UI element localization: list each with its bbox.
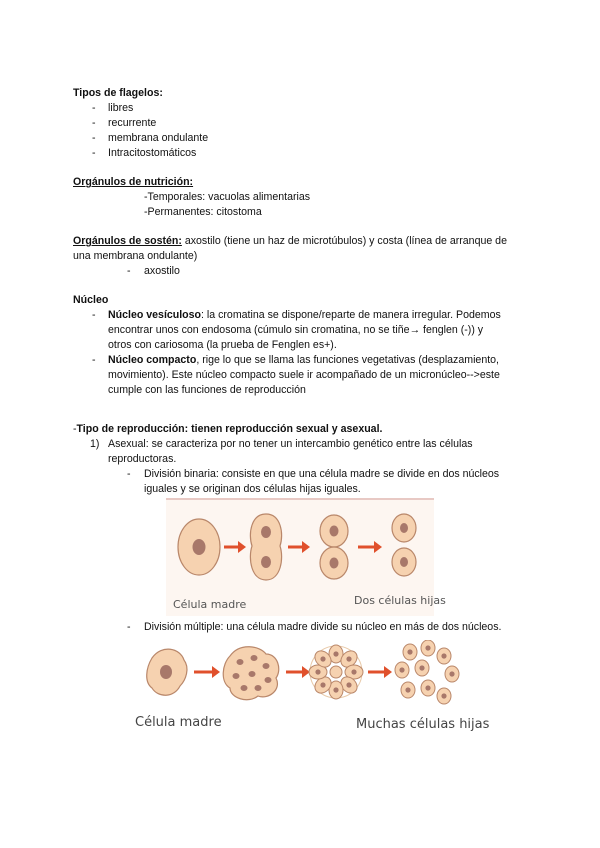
list-item: membrana ondulante (108, 132, 209, 144)
nucleus (249, 671, 256, 677)
list-item: recurrente (108, 117, 157, 129)
nucleo-item-vesiculoso (108, 308, 528, 353)
nucleus (193, 539, 206, 555)
nucleus (160, 665, 172, 679)
sosten-item: axostilo (144, 265, 180, 277)
nucleo-text: : la cromatina se dispone/reparte de manera irregular. Podemos (201, 309, 501, 321)
nucleus (400, 523, 408, 533)
nucleus (330, 526, 339, 537)
nucleus (400, 557, 408, 567)
flagelos-heading: Tipos de flagelos: (73, 87, 163, 99)
nutricion-line: -Temporales: vacuolas alimentarias (144, 191, 311, 203)
nucleus (233, 673, 240, 679)
nucleus (251, 655, 258, 661)
sosten-heading: Orgánulos de sostén: (73, 235, 182, 247)
rosette-cell (309, 645, 363, 699)
figure-label-left: Célula madre (135, 715, 222, 730)
list-item: Intracitostomáticos (108, 147, 197, 159)
nucleo-term: Núcleo vesículoso (108, 309, 202, 321)
nucleus (263, 663, 270, 669)
nutricion-heading: Orgánulos de nutrición: (73, 176, 194, 188)
nucleus (261, 526, 271, 538)
asexual-line1: Asexual: se caracteriza por no tener un intercambio genético entre las células (108, 438, 473, 450)
list-dash: - (92, 102, 96, 114)
multiple-line: División múltiple: una célula madre divide su núcleo en más de dos núcleos. (144, 621, 502, 633)
nucleus (241, 685, 248, 691)
binaria-line2: iguales y se originan dos células hijas iguales. (144, 483, 361, 495)
nucleo-text: cumple con las funciones de reproducción (108, 384, 306, 396)
nucleo-heading: Núcleo (73, 294, 109, 306)
dividing-cell (250, 514, 281, 580)
heading-prefix: - (73, 423, 77, 435)
nucleo-text: encontrar unos con endosoma (cúmulo sin cromatina, no se tiñe→ fenglen (-)) y (108, 324, 484, 336)
nucleo-text: movimiento). Este núcleo compacto suele ir acompañado de un micronúcleo-->este (108, 369, 500, 381)
daughter-cells (395, 640, 459, 704)
sosten-text: axostilo (tiene un haz de microtúbulos) y costa (línea de arranque de (181, 235, 507, 247)
list-dash: - (92, 117, 96, 129)
figure-label-right: Dos células hijas (354, 594, 446, 607)
sosten-text-line2: una membrana ondulante) (73, 250, 198, 262)
list-dash: - (92, 354, 96, 366)
nucleus (261, 556, 271, 568)
sosten-paragraph (73, 234, 528, 249)
nucleus (265, 677, 272, 683)
reproduccion-heading-text: Tipo de reproducción: tienen reproducción sexual y asexual. (76, 423, 383, 435)
figure-label-right: Muchas células hijas (356, 717, 490, 732)
list-dash: - (92, 309, 96, 321)
nucleo-text: otros con cariosoma (la prueba de Fenglen es+). (108, 339, 337, 351)
nucleo-item-compacto (108, 353, 528, 398)
nucleus (255, 685, 262, 691)
asexual-line2: reproductoras. (108, 453, 177, 465)
list-dash: - (92, 147, 96, 159)
list-number: 1) (90, 438, 100, 450)
list-dash: - (127, 468, 131, 480)
list-item: libres (108, 102, 134, 114)
list-dash: - (127, 621, 131, 633)
nutricion-line: -Permanentes: citostoma (144, 206, 262, 218)
nucleo-term: Núcleo compacto (108, 354, 197, 366)
list-dash: - (127, 265, 131, 277)
arrow-icon (286, 666, 310, 678)
reproduccion-heading (73, 422, 382, 437)
nucleo-text: , rige lo que se llama las funciones vegetativas (desplazamiento, (196, 354, 499, 366)
list-dash: - (92, 132, 96, 144)
nucleus (330, 558, 339, 569)
arrow-icon (194, 666, 220, 678)
binaria-line1: División binaria: consiste en que una célula madre se divide en dos núcleos (144, 468, 500, 480)
arrow-icon (368, 666, 392, 678)
figure-label-left: Célula madre (173, 598, 247, 611)
multiple-fission-figure (140, 640, 480, 714)
nucleus (237, 659, 244, 665)
